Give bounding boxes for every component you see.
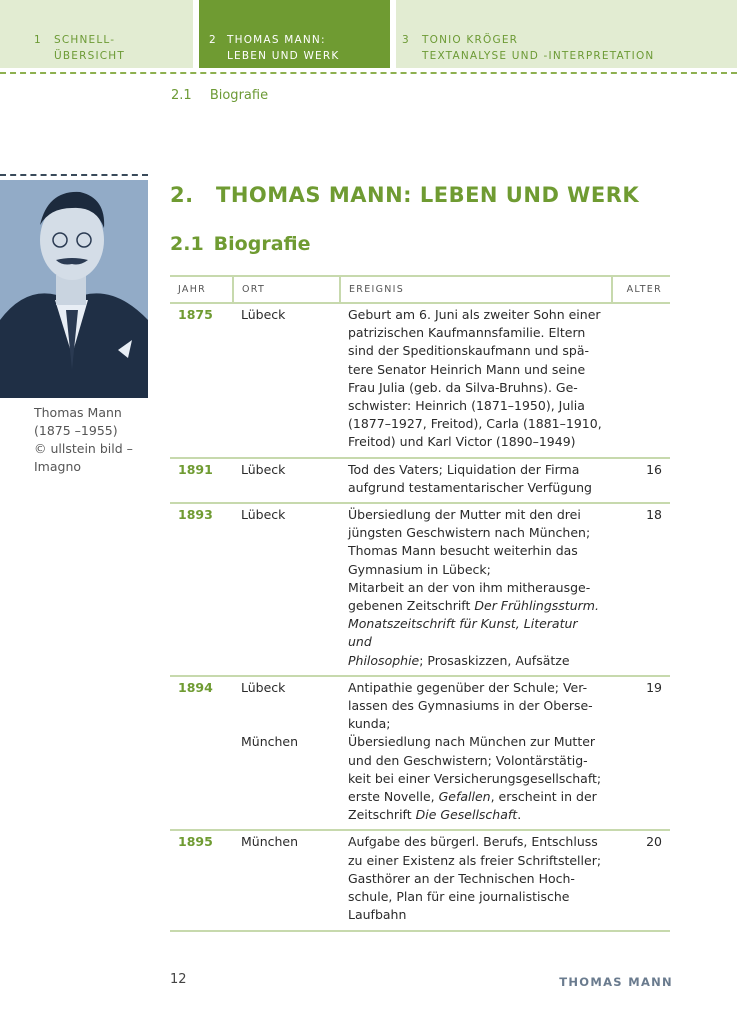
row-year: 1875 bbox=[170, 303, 233, 458]
chapter-tabs bbox=[0, 0, 737, 70]
row-year: 1894 bbox=[170, 676, 233, 831]
row-event: Übersiedlung der Mutter mit den drei jüngsten Geschwistern nach München; Thomas Mann besucht weiterhin das Gymnasium in Lübeck; Mitarbeit an der von ihm mitherausge- gebenen Zeitschrift Der Frühlingssturm. Monatszeitschrift für Kunst, Literatur und Philosophie; Prosaskizzen, Aufsätze bbox=[340, 503, 612, 676]
caption-line: © ullstein bild – bbox=[34, 441, 133, 456]
tab-number: 1 bbox=[34, 34, 42, 46]
row-year: 1895 bbox=[170, 830, 233, 930]
row-place: Lübeck bbox=[233, 303, 340, 458]
tab-leben-und-werk[interactable] bbox=[199, 0, 390, 68]
caption-line: Thomas Mann bbox=[34, 405, 122, 420]
row-year: 1893 bbox=[170, 503, 233, 676]
breadcrumb bbox=[171, 88, 268, 103]
row-event: Aufgabe des bürgerl. Berufs, Entschluss zu einer Existenz als freier Schriftsteller; Gasthörer an der Technischen Hoch- schule, Plan für eine journalistische Laufbahn bbox=[340, 830, 612, 930]
tab-label-line2: LEBEN UND WERK bbox=[227, 50, 340, 62]
tab-label-line1: TONIO KRÖGER bbox=[422, 34, 519, 46]
caption-line: (1875 –1955) bbox=[34, 423, 118, 438]
row-age: 20 bbox=[612, 830, 670, 930]
chapter-heading bbox=[170, 183, 639, 207]
header-divider bbox=[0, 72, 737, 74]
tab-label-line2: TEXTANALYSE UND -INTERPRETATION bbox=[422, 50, 655, 62]
row-place: München bbox=[233, 830, 340, 930]
row-place: Lübeck bbox=[233, 503, 340, 676]
caption-line: Imagno bbox=[34, 459, 82, 474]
tab-label-line1: SCHNELL- bbox=[54, 34, 116, 46]
tab-label-line1: THOMAS MANN: bbox=[227, 34, 326, 46]
row-age: 19 bbox=[612, 676, 670, 831]
section-number: 2.1 bbox=[170, 233, 204, 255]
row-place: Lübeck bbox=[233, 458, 340, 503]
table-row bbox=[170, 676, 670, 831]
row-age: 16 bbox=[612, 458, 670, 503]
table-row bbox=[170, 503, 670, 676]
row-place: Lübeck München bbox=[233, 676, 340, 831]
biography-table bbox=[170, 275, 670, 932]
tab-number: 2 bbox=[209, 34, 217, 46]
table-row bbox=[170, 458, 670, 503]
section-heading bbox=[170, 233, 310, 255]
header-ort: ORT bbox=[233, 276, 340, 303]
row-event: Geburt am 6. Juni als zweiter Sohn einer patrizischen Kaufmannsfamilie. Eltern sind der Speditionskaufmann und spä- tere Senator Heinrich Mann und seine Frau Julia (geb. da Silva-Bruhns). Ge- schwister: Heinrich (1871–1950), Julia (1877–1927, Freitod), Carla (1881–1910, Freitod) und Karl Victor (1890–1949) bbox=[340, 303, 612, 458]
page-number: 12 bbox=[170, 972, 187, 987]
portrait-photo bbox=[0, 180, 148, 398]
chapter-title: THOMAS MANN: LEBEN UND WERK bbox=[216, 183, 640, 207]
tab-label-line2: ÜBERSICHT bbox=[54, 50, 126, 62]
photo-divider bbox=[0, 174, 148, 176]
chapter-number: 2. bbox=[170, 183, 194, 207]
row-event: Tod des Vaters; Liquidation der Firma aufgrund testamentarischer Verfügung bbox=[340, 458, 612, 503]
running-footer-title: THOMAS MANN bbox=[559, 975, 673, 989]
row-year: 1891 bbox=[170, 458, 233, 503]
photo-caption bbox=[34, 404, 133, 476]
header-alter: ALTER bbox=[612, 276, 670, 303]
breadcrumb-label: Biografie bbox=[209, 88, 269, 103]
portrait-image bbox=[0, 180, 148, 398]
row-event: Antipathie gegenüber der Schule; Ver- lassen des Gymnasiums in der Oberse- kunda; Übersiedlung nach München zur Mutter und den Geschwistern; Volontärstätig- keit bei einer Versicherungsgesellschaft; erste Novelle, Gefallen, erscheint in der Zeitschrift Die Gesellschaft. bbox=[340, 676, 612, 831]
table-row bbox=[170, 830, 670, 930]
breadcrumb-number: 2.1 bbox=[171, 88, 192, 103]
tab-schnelluebersicht[interactable] bbox=[0, 0, 193, 68]
tab-textanalyse[interactable] bbox=[396, 0, 737, 68]
table-row bbox=[170, 303, 670, 458]
table-header-row bbox=[170, 276, 670, 303]
row-age bbox=[612, 303, 670, 458]
tab-number: 3 bbox=[402, 34, 410, 46]
row-age: 18 bbox=[612, 503, 670, 676]
header-ereignis: EREIGNIS bbox=[340, 276, 612, 303]
header-jahr: JAHR bbox=[170, 276, 233, 303]
section-title: Biografie bbox=[213, 233, 311, 255]
